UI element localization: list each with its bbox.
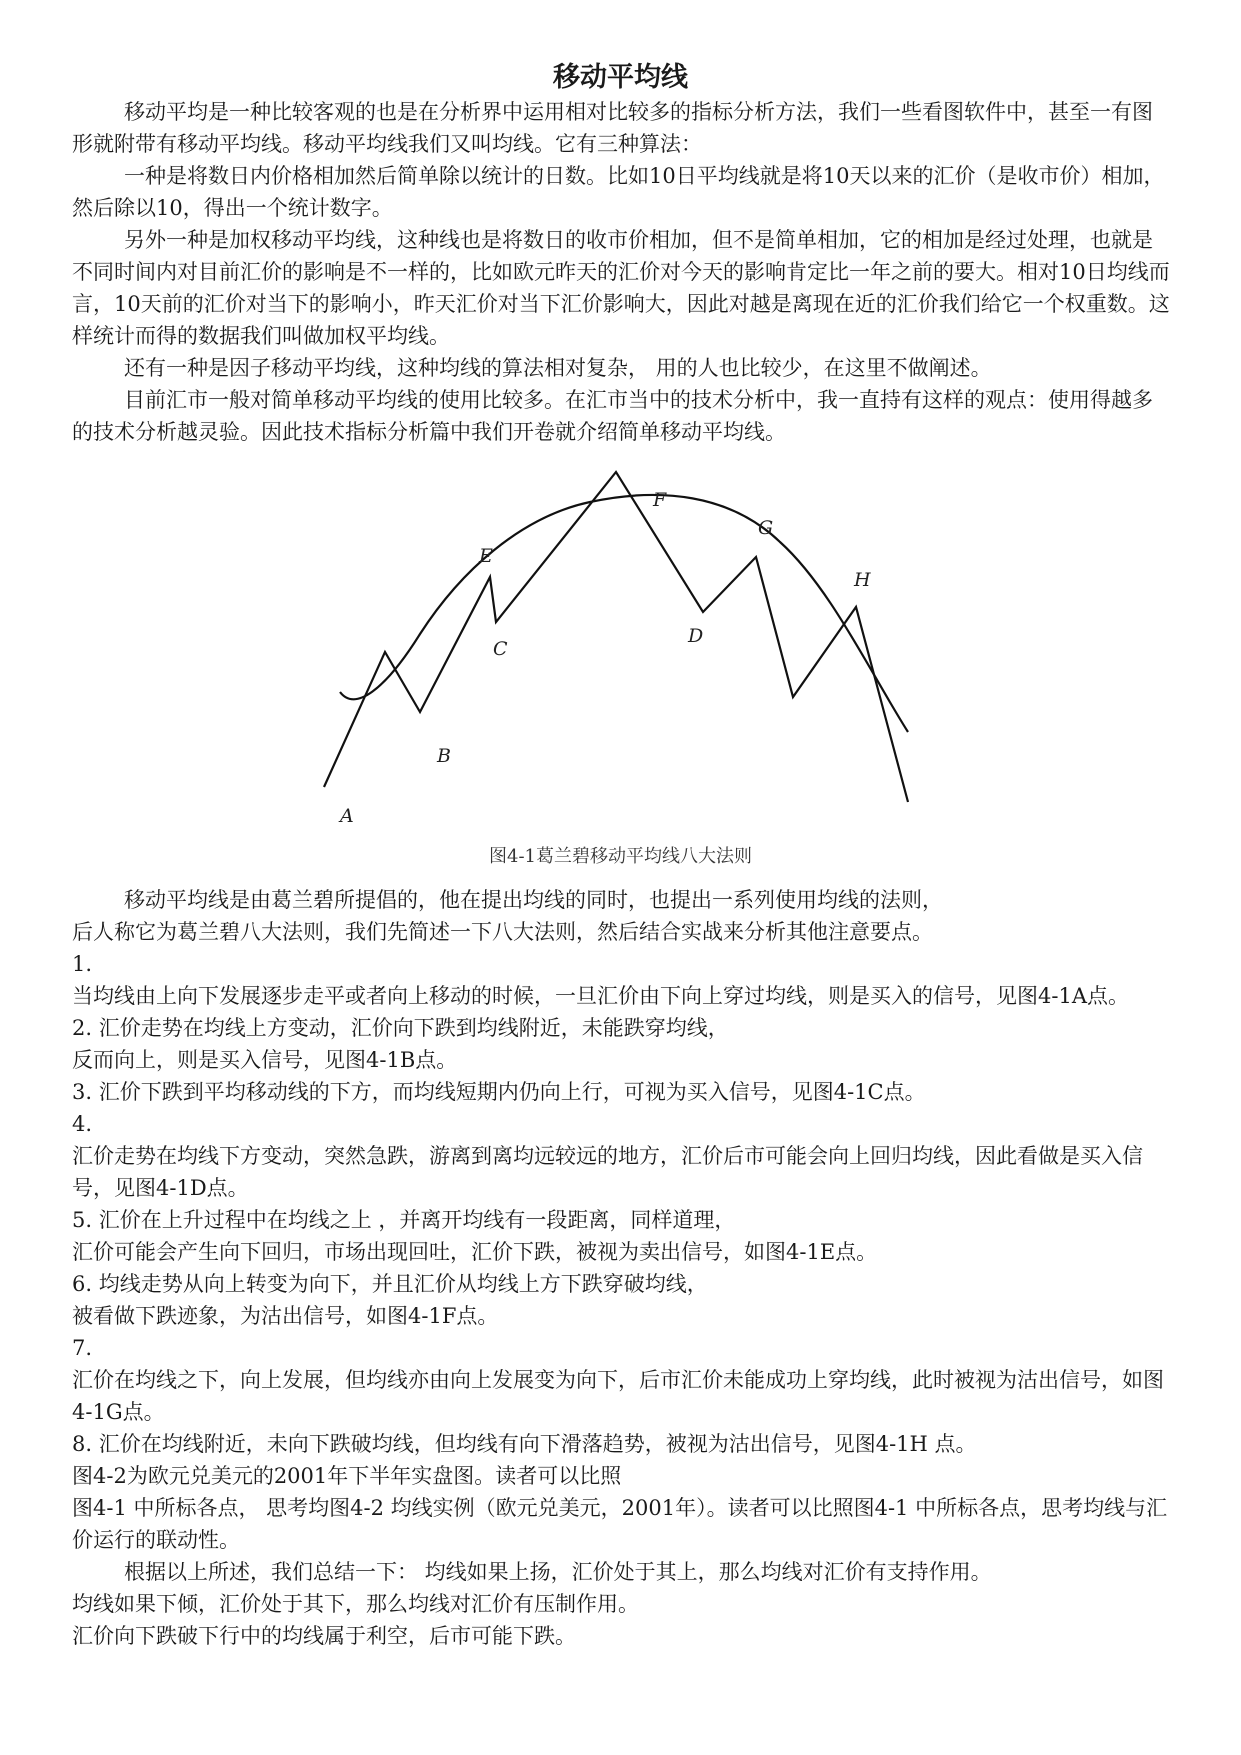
- intro-section: [72, 96, 1172, 448]
- text-line: 汇价在均线之下，向上发展，但均线亦由向上发展变为向下，后市汇价未能成功上穿均线，此时被视为沽出信号，如图4-1G点。: [72, 1368, 1164, 1424]
- text-line: 汇价可能会产生向下回归，市场出现回吐，汇价下跌，被视为卖出信号，如图4-1E点。: [72, 1240, 878, 1264]
- summary-line: 根据以上所述，我们总结一下： 均线如果上扬，汇价处于其上，那么均线对汇价有支持作用。: [124, 1560, 992, 1584]
- rule-number: 7.: [72, 1336, 93, 1360]
- granville-figure: [310, 462, 930, 827]
- text-line: 后人称它为葛兰碧八大法则，我们先简述一下八大法则，然后结合实战来分析其他注意要点。: [72, 920, 933, 944]
- figure-label-b: B: [437, 745, 451, 767]
- rule-number: 4.: [72, 1112, 93, 1136]
- text-line: 当均线由上向下发展逐步走平或者向上移动的时候，一旦汇价由下向上穿过均线，则是买入的信号，见图4-1A点。: [72, 984, 1129, 1008]
- text-line: 反而向上，则是买入信号，见图4-1B点。: [72, 1048, 458, 1072]
- summary-line: 汇价向下跌破下行中的均线属于利空，后市可能下跌。: [72, 1624, 576, 1648]
- figure-label-a: A: [340, 805, 354, 827]
- rule-number: 1.: [72, 952, 93, 976]
- text-line: 被看做下跌迹象，为沽出信号，如图4-1F点。: [72, 1304, 499, 1328]
- figure-label-c: C: [493, 638, 508, 660]
- text-line: 图4-2为欧元兑美元的2001年下半年实盘图。读者可以比照: [72, 1464, 622, 1488]
- summary-line: 均线如果下倾，汇价处于其下，那么均线对汇价有压制作用。: [72, 1592, 639, 1616]
- rules-section: [72, 884, 1172, 1652]
- text-line: 6. 均线走势从向上转变为向下，并且汇价从均线上方下跌穿破均线，: [72, 1272, 708, 1296]
- text-line: 图4-1 中所标各点， 思考均图4-2 均线实例（欧元兑美元，2001年）。读者可以比照图4-1 中所标各点，思考均线与汇价运行的联动性。: [72, 1496, 1168, 1552]
- text-line: 5. 汇价在上升过程中在均线之上 ，并离开均线有一段距离，同样道理，: [72, 1208, 736, 1232]
- price-line: [324, 472, 908, 802]
- moving-average-curve: [340, 495, 908, 732]
- intro-paragraph: 移动平均是一种比较客观的也是在分析界中运用相对比较多的指标分析方法，我们一些看图软件中，甚至一有图形就附带有移动平均线。移动平均线我们又叫均线。它有三种算法：: [72, 100, 1153, 156]
- figure-label-f: F: [653, 489, 667, 511]
- text-line: 2. 汇价走势在均线上方变动，汇价向下跌到均线附近，未能跌穿均线，: [72, 1016, 729, 1040]
- page-title: 移动平均线: [553, 62, 688, 93]
- intro-paragraph: 目前汇市一般对简单移动平均线的使用比较多。在汇市当中的技术分析中，我一直持有这样的观点：使用得越多的技术分析越灵验。因此技术指标分析篇中我们开卷就介绍简单移动平均线。: [72, 388, 1153, 444]
- text-line: 移动平均线是由葛兰碧所提倡的，他在提出均线的同时，也提出一系列使用均线的法则，: [124, 888, 943, 912]
- figure-label-g: G: [758, 517, 774, 539]
- figure-label-d: D: [688, 625, 704, 647]
- figure-label-e: E: [479, 545, 493, 567]
- figure-label-h: H: [854, 569, 871, 591]
- intro-paragraph: 还有一种是因子移动平均线，这种均线的算法相对复杂， 用的人也比较少，在这里不做阐述。: [124, 356, 992, 380]
- intro-paragraph: 另外一种是加权移动平均线，这种线也是将数日的收市价相加，但不是简单相加，它的相加是经过处理，也就是不同时间内对目前汇价的影响是不一样的，比如欧元昨天的汇价对今天的影响肯定比一年之前的要大。相对10日均线而言，10天前的汇价对当下的影响小，昨天汇价对当下汇价影响大，因此对越是离现在近的汇价我们给它一个权重数。这样统计而得的数据我们叫做加权平均线。: [72, 228, 1170, 348]
- intro-paragraph: 一种是将数日内价格相加然后简单除以统计的日数。比如10日平均线就是将10天以来的汇价（是收市价）相加，然后除以10，得出一个统计数字。: [72, 164, 1165, 220]
- text-line: 汇价走势在均线下方变动，突然急跌，游离到离均远较远的地方，汇价后市可能会向上回归均线，因此看做是买入信号，见图4-1D点。: [72, 1144, 1143, 1200]
- text-line: 3. 汇价下跌到平均移动线的下方，而均线短期内仍向上行，可视为买入信号，见图4-1C点。: [72, 1080, 926, 1104]
- text-line: 8. 汇价在均线附近，未向下跌破均线，但均线有向下滑落趋势，被视为沽出信号，见图4-1H 点。: [72, 1432, 977, 1456]
- figure-caption: 图4-1葛兰碧移动平均线八大法则: [489, 846, 752, 867]
